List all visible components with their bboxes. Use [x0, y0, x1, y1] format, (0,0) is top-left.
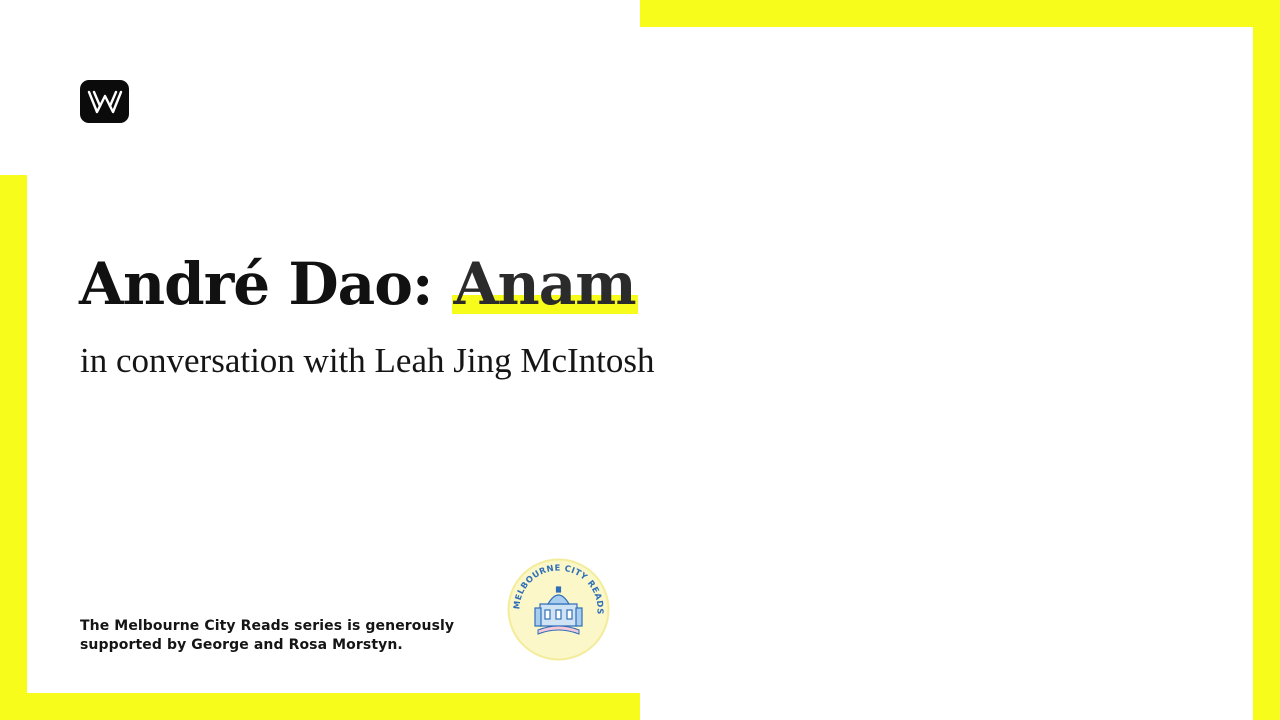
author-name: André Dao: — [79, 250, 452, 318]
w-logo-glyph — [86, 88, 124, 116]
sponsor-note — [80, 617, 480, 655]
w-logo-icon — [80, 80, 129, 123]
event-subtitle: in conversation with Leah Jing McIntosh — [80, 341, 655, 380]
melbourne-city-reads-badge-icon — [507, 558, 610, 661]
yellow-border-right — [1253, 0, 1280, 720]
yellow-border-top-right — [640, 0, 1280, 27]
yellow-border-left — [0, 175, 27, 720]
book-title: Anam — [453, 250, 636, 318]
badge-ring-text: MELBOURNE CITY READS — [511, 562, 606, 616]
sponsor-line-1: The Melbourne City Reads series is generously — [80, 618, 455, 634]
event-title — [79, 251, 638, 318]
yellow-border-bottom-left — [0, 693, 640, 720]
sponsor-line-2: supported by George and Rosa Morstyn. — [80, 637, 403, 653]
